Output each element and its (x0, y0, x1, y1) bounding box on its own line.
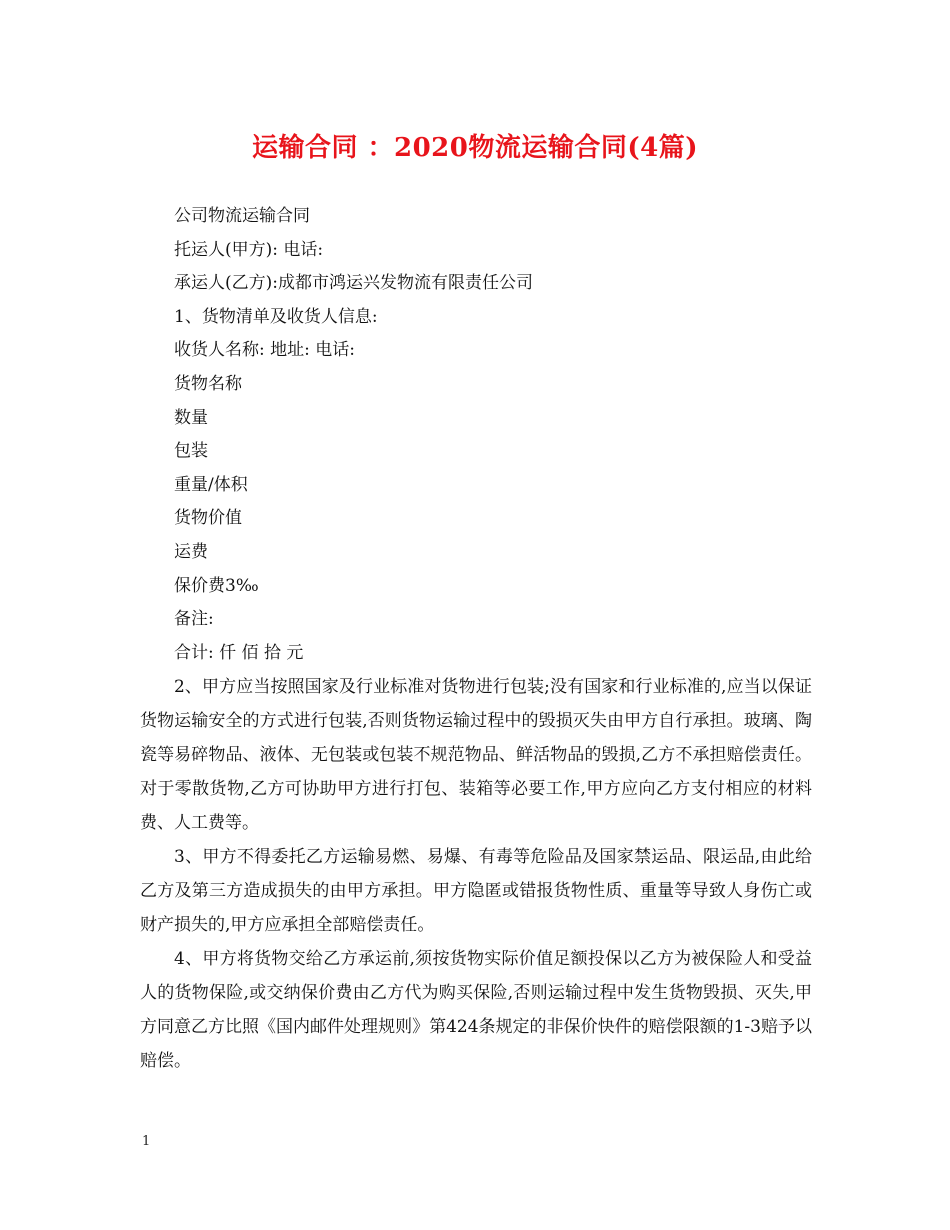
text-line: 货物名称 (174, 373, 242, 394)
text-line: 1、货物清单及收货人信息: (174, 306, 378, 327)
text-line: 公司物流运输合同 (174, 206, 310, 226)
text-line: 运费 (174, 541, 208, 562)
text-line: 包装 (174, 441, 208, 462)
text-line: 货物价值 (174, 508, 242, 529)
page-number: 1 (142, 1134, 151, 1149)
text-line: 备注: (174, 609, 214, 630)
text-line: 重量/体积 (174, 474, 248, 495)
text-line: 收货人名称: 地址: 电话: (174, 340, 355, 361)
text-line: 托运人(甲方): 电话: (174, 239, 324, 260)
text-line: 承运人(乙方):成都市鸿运兴发物流有限责任公司 (174, 273, 533, 294)
paragraph: 4、甲方将货物交给乙方承运前,须按货物实际价值足额投保以乙方为被保险人和受益人的货物保险,或交纳保价费由乙方代为购买保险,否则运输过程中发生货物毁损、灭失,甲方同意乙方比照《国内邮件处理规则》第424条规定的非保价快件的赔偿限额的1-3赔予以赔偿。 (140, 949, 812, 1072)
paragraph: 2、甲方应当按照国家及行业标准对货物进行包装;没有国家和行业标准的,应当以保证货物运输安全的方式进行包装,否则货物运输过程中的毁损灭失由甲方自行承担。玻璃、陶瓷等易碎物品、液体、无包装或包装不规范物品、鲜活物品的毁损,乙方不承担赔偿责任。对于零散货物,乙方可协助甲方进行打包、装箱等必要工作,甲方应向乙方支付相应的材料费、人工费等。 (140, 677, 812, 834)
document-title: 运输合同 ：2020物流运输合同(4篇) (251, 133, 699, 163)
text-line: 合计: 仟 佰 拾 元 (174, 642, 304, 663)
text-line: 数量 (174, 407, 208, 428)
text-line: 保价费3‰ (174, 575, 259, 596)
document-body (140, 200, 812, 1078)
paragraph: 3、甲方不得委托乙方运输易燃、易爆、有毒等危险品及国家禁运品、限运品,由此给乙方及第三方造成损失的由甲方承担。甲方隐匿或错报货物性质、重量等导致人身伤亡或财产损失的,甲方应承担全部赔偿责任。 (140, 847, 812, 936)
